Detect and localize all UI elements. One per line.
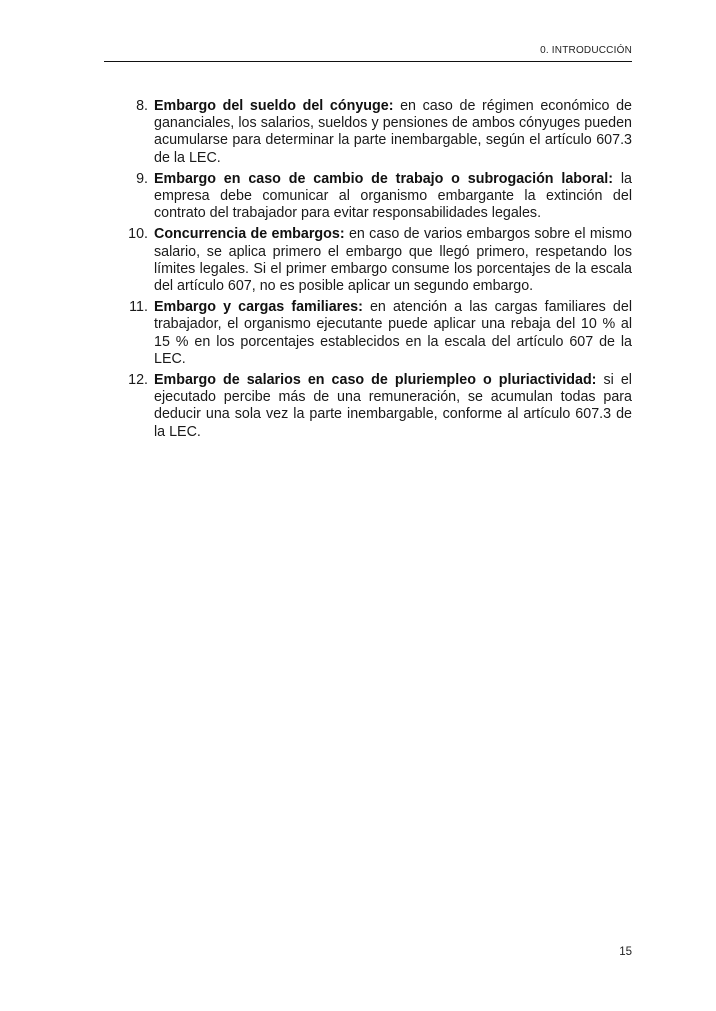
numbered-list [104, 98, 632, 445]
item-number: 10. [128, 226, 148, 243]
item-title: Embargo y cargas familiares: [154, 299, 363, 316]
list-item [104, 98, 632, 167]
list-item [104, 372, 632, 441]
item-number: 9. [136, 170, 148, 187]
list-item [104, 171, 632, 223]
page-number: 15 [619, 946, 632, 958]
running-header: 0. INTRODUCCIÓN [540, 45, 632, 56]
item-text: la empresa debe comunicar al organismo embargante la extinción del contrato del trabajador para evitar responsabilidades legales. [154, 170, 632, 222]
item-title: Concurrencia de embargos: [154, 226, 345, 243]
item-text: en caso de régimen económico de gananciales, los salarios, sueldos y pensiones de ambos cónyuges pueden acumularse para determinar la parte inembargable, según el artículo 607.3 de la LEC. [154, 98, 633, 166]
item-title: Embargo en caso de cambio de trabajo o subrogación laboral: [154, 170, 614, 187]
item-number: 8. [136, 98, 148, 114]
list-item [104, 226, 632, 295]
item-text: si el ejecutado percibe más de una remuneración, se acumulan todas para deducir una sola vez la parte inembargable, conforme al artículo 607.3 de la LEC. [154, 372, 632, 440]
item-number: 11. [129, 299, 148, 316]
item-text: en caso de varios embargos sobre el mismo salario, se aplica primero el embargo que llegó primero, respetando los límites legales. Si el primer embargo consume los porcentajes de la escala del artículo 607, no es posible aplicar un segundo embargo. [154, 226, 632, 295]
item-title: Embargo del sueldo del cónyuge: [154, 98, 394, 114]
header-divider [104, 61, 632, 62]
item-text: en atención a las cargas familiares del trabajador, el organismo ejecutante puede aplicar una rebaja del 10 % al 15 % en los porcentajes establecidos en la escala del artículo 607 de la LEC. [154, 299, 633, 367]
item-title: Embargo de salarios en caso de pluriempleo o pluriactividad: [154, 372, 597, 389]
list-item [104, 299, 632, 368]
item-number: 12. [128, 372, 148, 389]
